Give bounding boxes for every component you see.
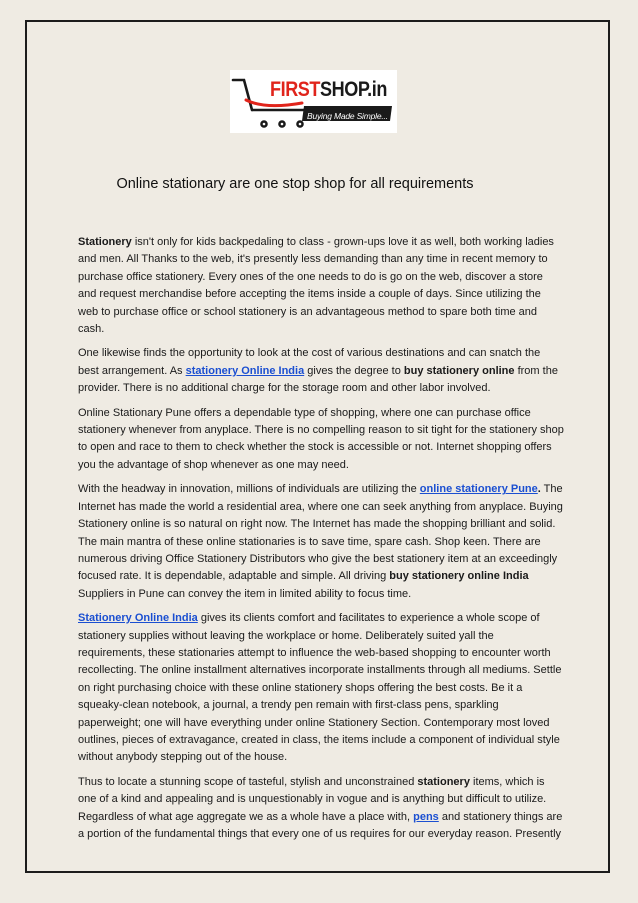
text: from the provider. There is no additional charge for the storage room and other labor involved. — [78, 364, 558, 395]
stationery-online-india-link[interactable]: stationery Online India — [185, 364, 305, 377]
bold-text: stationery — [417, 775, 470, 788]
text: gives its clients comfort and facilitates to experience a whole scope of stationery supplies without leaving the workplace or home. Deliberately suited yall the requirements, these stationaries attempt to influence the web-based shopping to encounter worth recollecting. The online installment alternatives incorporate installments through all mediums. Settle on right purchasing choice with these online stationery shops offering the best costs. Be it a squeaky-clean notebook, a journal, a trendy pen remain with first-class pens, sparkling paperweight; one will have everything under online Stationery Section. Contemporary most loved outlines, pieces of extravagance, created in class, the items include a component of individual style without anybody stepping out of the house. — [78, 612, 562, 764]
text: The Internet has made the world a residential area, where one can seek anything from anyplace. Buying Stationery online is so natural on right now. The Internet has made the shopping brilliant and solid. The main mantra of these online stationaries is to save time, spare cash. Shop keen. There are numerous driving Office Stationery Distributors who give the best stationery item at an exceedingly focused rate. It is dependable, adaptable and simple. All driving — [78, 483, 563, 583]
bold-text: buy stationery online India — [389, 570, 529, 583]
document-title: Online stationary are one stop shop for all requirements — [116, 176, 474, 192]
paragraph-4 — [78, 481, 564, 603]
bold-text: . — [537, 483, 541, 496]
logo-wordmark — [270, 78, 387, 102]
paragraph-6 — [78, 774, 564, 844]
firstshop-logo — [230, 70, 397, 133]
bold-text: Stationery — [78, 236, 132, 248]
paragraph-5 — [78, 610, 564, 767]
text: isn't only for kids backpedaling to class - grown-ups love it as well, both working ladies and men. All Thanks to the web, it's presently less demanding than any time in recent memory to purchase office stationery. Every ones of the one needs to do is go on the web, discover a store and request merchandise before accepting the items inside a couple of days. Since utilizing the web to purchase office or school stationery is an advantageous method to spare both time and cash. — [78, 236, 554, 336]
text: gives the degree to — [304, 364, 404, 377]
text: and stationery things are a portion of the fundamental things that every one of us requires for our everyday reason. Presently — [78, 810, 563, 840]
paragraph-3 — [78, 405, 564, 475]
bold-text: buy stationery online — [403, 364, 515, 377]
logo-tagline: Buying Made Simple... — [307, 111, 388, 121]
document-body — [78, 234, 564, 850]
online-stationery-pune-link[interactable]: online stationery Pune — [419, 483, 538, 496]
paragraph-1 — [78, 234, 564, 338]
text: Thus to locate a stunning scope of tasteful, stylish and unconstrained — [78, 775, 418, 788]
text: Suppliers in Pune can convey the item in limited ability to focus time. — [78, 587, 412, 600]
stationery-online-india-link-2[interactable]: Stationery Online India — [78, 612, 198, 625]
logo-first: FIRST — [270, 78, 321, 101]
text: Online Stationary Pune offers a dependable type of shopping, where one can purchase office stationery whenever from anyplace. There is no compelling reason to sit tight for the stationery shop to open and race to them to check whether the stock is accessible or not. Internet shopping offers you the advantage of shop whenever as one may need. — [78, 406, 564, 471]
logo-shop: SHOP.in — [320, 78, 387, 101]
text: items, which is one of a kind and appealing and is unquestionably in vogue and is anything but difficult to utilize. Regardless of what age aggregate we as a whole have a place with, — [78, 775, 547, 823]
pens-link[interactable]: pens — [413, 810, 439, 823]
text: One likewise finds the opportunity to look at the cost of various destinations and can snatch the best arrangement. As — [78, 347, 541, 377]
text: With the headway in innovation, millions of individuals are utilizing the — [78, 483, 420, 496]
paragraph-2 — [78, 345, 564, 397]
